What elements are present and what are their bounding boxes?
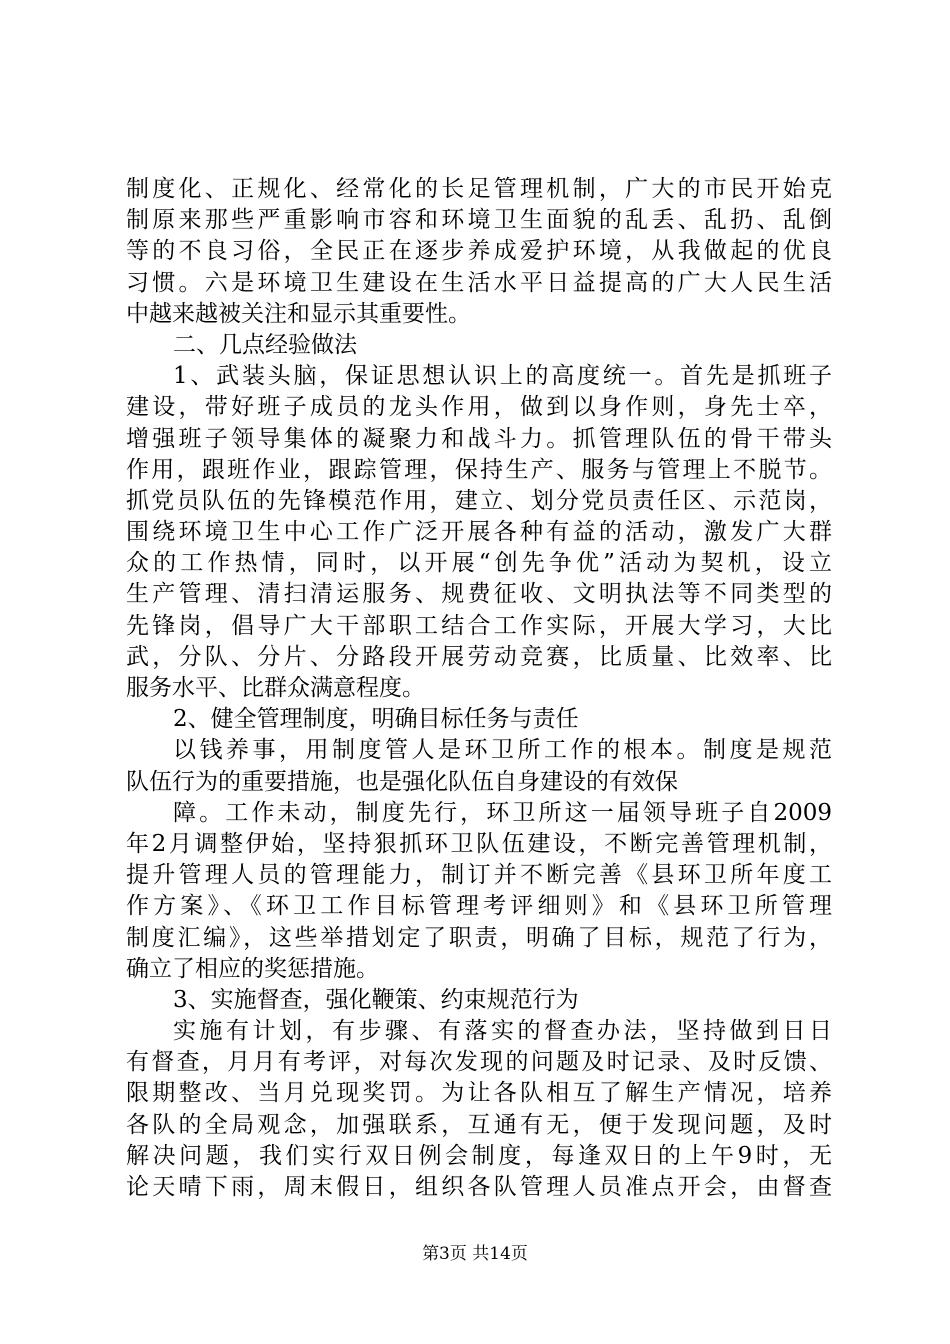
text-line: 限期整改、当月兑现奖罚。为让各队相互了解生产情况，培养 (126, 1080, 832, 1107)
text-line: 抓党员队伍的先锋模范作用，建立、划分党员责任区、示范岗， (126, 487, 832, 514)
text-line: 提升管理人员的管理能力，制订并不断完善《县环卫所年度工 (126, 862, 832, 889)
text-line: 作方案》、《环卫工作目标管理考评细则》和《县环卫所管理 (126, 893, 832, 920)
text-line: 实施有计划，有步骤、有落实的督查办法，坚持做到日日 (173, 1018, 832, 1045)
text-line: 障。工作未动，制度先行，环卫所这一届领导班子自2009 (173, 799, 832, 826)
text-line: 众的工作热情，同时，以开展“创先争优”活动为契机，设立 (126, 550, 832, 577)
text-line: 制原来那些严重影响市容和环境卫生面貌的乱丢、乱扔、乱倒 (126, 207, 832, 234)
text-line: 队伍行为的重要措施，也是强化队伍自身建设的有效保 (126, 768, 678, 795)
text-line: 有督查，月月有考评，对每次发现的问题及时记录、及时反馈、 (126, 1049, 832, 1076)
text-line: 1、武装头脑，保证思想认识上的高度统一。首先是抓班子 (173, 363, 832, 390)
text-line: 服务水平、比群众满意程度。 (126, 675, 425, 701)
text-line: 中越来越被关注和显示其重要性。 (126, 300, 471, 327)
document-body (126, 174, 832, 1203)
text-line: 建设，带好班子成员的龙头作用，做到以身作则，身先士卒， (126, 394, 832, 421)
text-line: 生产管理、清扫清运服务、规费征收、文明执法等不同类型的 (126, 581, 832, 608)
text-line: 二、几点经验做法 (173, 331, 357, 358)
text-line: 围绕环境卫生中心工作广泛开展各种有益的活动，激发广大群 (126, 519, 832, 546)
text-line: 3、实施督查，强化鞭策、约束规范行为 (173, 986, 579, 1013)
text-line: 确立了相应的奖惩措施。 (126, 955, 379, 982)
text-line: 等的不良习俗，全民正在逐步养成爱护环境，从我做起的优良 (126, 238, 832, 265)
text-line: 习惯。六是环境卫生建设在生活水平日益提高的广大人民生活 (126, 269, 832, 296)
text-line: 武，分队、分片、分路段开展劳动竞赛，比质量、比效率、比 (126, 643, 832, 670)
text-line: 先锋岗，倡导广大干部职工结合工作实际，开展大学习，大比 (126, 612, 832, 639)
text-line: 2、健全管理制度，明确目标任务与责任 (173, 706, 579, 733)
text-line: 各队的全局观念，加强联系，互通有无，便于发现问题，及时 (126, 1111, 832, 1138)
text-line: 制度汇编》，这些举措划定了职责，明确了目标，规范了行为， (126, 924, 832, 951)
text-line: 制度化、正规化、经常化的长足管理机制，广大的市民开始克 (126, 176, 832, 202)
text-line: 以钱养事，用制度管人是环卫所工作的根本。制度是规范 (173, 737, 832, 764)
text-line: 作用，跟班作业，跟踪管理，保持生产、服务与管理上不脱节。 (126, 456, 832, 483)
text-line: 解决问题，我们实行双日例会制度，每逢双日的上午9时，无 (126, 1142, 832, 1169)
text-line: 增强班子领导集体的凝聚力和战斗力。抓管理队伍的骨干带头 (126, 425, 832, 452)
text-line: 论天晴下雨，周末假日，组织各队管理人员准点开会，由督查 (126, 1174, 832, 1200)
text-line: 年2月调整伊始，坚持狠抓环卫队伍建设，不断完善管理机制， (126, 830, 832, 857)
page-footer: 第3页 共14页 (422, 1244, 528, 1264)
